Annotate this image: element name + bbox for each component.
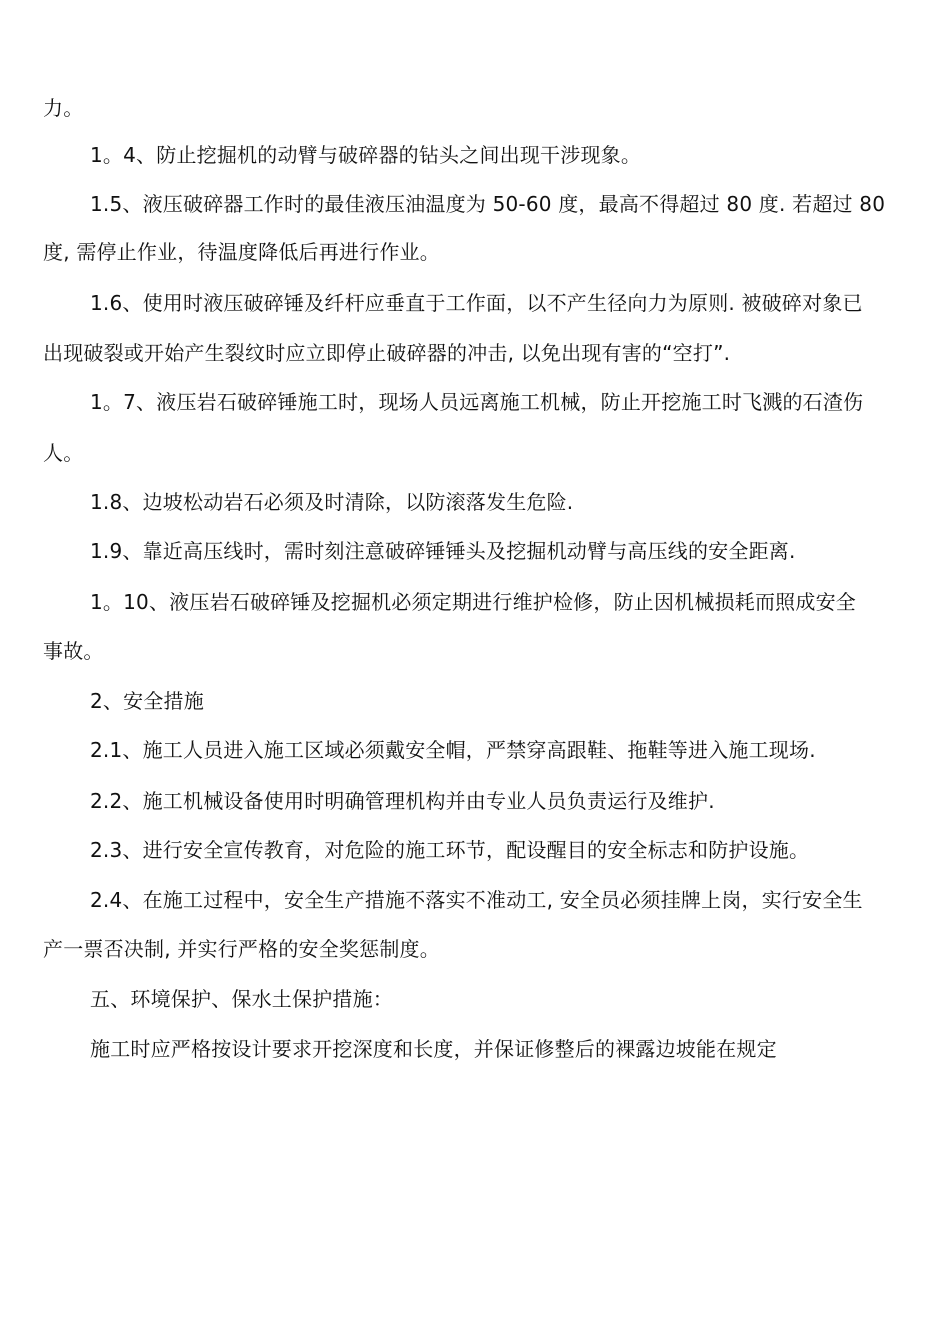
text-line: 1.9、靠近高压线时，需时刻注意破碎锤锤头及挖掘机动臂与高压线的安全距离. <box>90 539 796 563</box>
text-line: 2.4、在施工过程中，安全生产措施不落实不准动工, 安全员必须挂牌上岗，实行安全生 <box>90 888 863 912</box>
text-line: 力。 <box>43 96 84 120</box>
text-line: 2.3、进行安全宣传教育，对危险的施工环节，配设醒目的安全标志和防护设施。 <box>90 838 810 862</box>
section-heading: 2、安全措施 <box>90 689 204 713</box>
text-line: 1.8、边坡松动岩石必须及时清除，以防滚落发生危险. <box>90 490 574 514</box>
text-line: 1。4、防止挖掘机的动臂与破碎器的钻头之间出现干涉现象。 <box>90 143 642 167</box>
text-line: 人。 <box>43 441 84 465</box>
section-heading: 五、环境保护、保水土保护措施： <box>90 987 393 1011</box>
text-line: 1。7、液压岩石破碎锤施工时，现场人员远离施工机械，防止开挖施工时飞溅的石渣伤 <box>90 390 864 414</box>
text-line: 2.1、施工人员进入施工区域必须戴安全帽，严禁穿高跟鞋、拖鞋等进入施工现场. <box>90 738 816 762</box>
text-line: 施工时应严格按设计要求开挖深度和长度，并保证修整后的裸露边坡能在规定 <box>90 1037 777 1061</box>
text-line: 1.5、液压破碎器工作时的最佳液压油温度为 50-60 度，最高不得超过 80 度. 若超过 80 <box>90 192 886 216</box>
text-line: 1.6、使用时液压破碎锤及纤杆应垂直于工作面，以不产生径向力为原则. 被破碎对象已 <box>90 291 863 315</box>
text-line: 1。10、液压岩石破碎锤及挖掘机必须定期进行维护检修，防止因机械损耗而照成安全 <box>90 590 856 614</box>
text-line: 事故。 <box>43 639 104 663</box>
text-line: 产一票否决制, 并实行严格的安全奖惩制度。 <box>43 937 440 961</box>
text-line: 度, 需停止作业，待温度降低后再进行作业。 <box>43 240 440 264</box>
text-line: 出现破裂或开始产生裂纹时应立即停止破碎器的冲击, 以免出现有害的“空打”. <box>43 341 731 365</box>
text-line: 2.2、施工机械设备使用时明确管理机构并由专业人员负责运行及维护. <box>90 789 715 813</box>
